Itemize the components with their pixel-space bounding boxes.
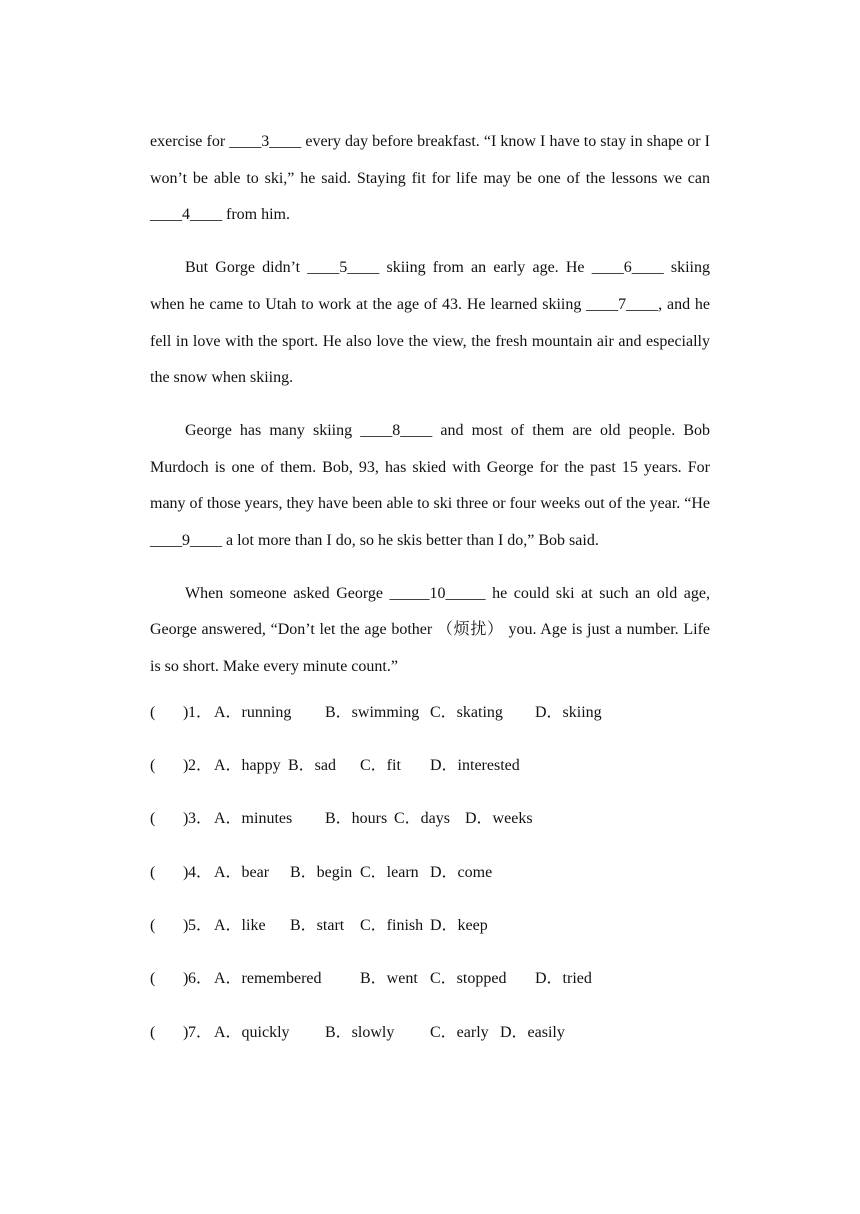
passage-paragraph-3: George has many skiing ____8____ and most of them are old people. Bob Murdoch is one of them. Bob, 93, has skied with George for the past 15 years. For many of those years, they have been able to ski three or four weeks out of the year. “He ____9____ a lot more than I do, so he skis better than I do,” Bob said. [150, 421, 710, 550]
answer-paren-close: ) [183, 1023, 189, 1041]
option-a: A．bear [214, 863, 270, 881]
question-row-4 [150, 863, 710, 916]
answer-paren-open: ( [150, 863, 156, 881]
answer-paren-open: ( [150, 970, 156, 988]
answer-paren-open: ( [150, 703, 156, 721]
option-d: D．tried [535, 970, 592, 988]
answer-paren-close: ) [183, 810, 189, 828]
answer-paren-open: ( [150, 917, 156, 935]
option-c: C．days [394, 810, 451, 828]
option-c: C．finish [360, 917, 424, 935]
answer-paren-close: ) [183, 703, 189, 721]
option-a: A．quickly [214, 1023, 290, 1041]
answer-paren-close: ) [183, 917, 189, 935]
option-a: A．minutes [214, 810, 293, 828]
question-row-5 [150, 916, 710, 969]
question-options-list [150, 703, 710, 1076]
passage-paragraph-2: But Gorge didn’t ____5____ skiing from an early age. He ____6____ skiing when he came to Utah to work at the age of 43. He learned skiing ____7____, and he fell in love with the sport. He also love the view, the fresh mountain air and especially the snow when skiing. [150, 259, 710, 387]
answer-paren-close: ) [183, 863, 189, 881]
question-number: 5． [188, 917, 213, 935]
option-a: A．happy [214, 757, 281, 775]
question-row-2 [150, 756, 710, 809]
document-page [150, 124, 710, 1076]
option-b: B．slowly [325, 1023, 395, 1041]
answer-paren-close: ) [183, 757, 189, 775]
option-a: A．running [214, 703, 292, 721]
option-b: B．went [360, 970, 418, 988]
option-a: A．remembered [214, 970, 322, 988]
option-c: C．early [430, 1023, 489, 1041]
passage-paragraph-1: exercise for ____3____ every day before breakfast. “I know I have to stay in shape or I won’t be able to ski,” he said. Staying fit for life may be one of the lessons we can ____4____ from him. [150, 133, 710, 224]
option-b: B．sad [288, 757, 337, 775]
option-b: B．hours [325, 810, 388, 828]
question-row-1 [150, 703, 710, 756]
answer-paren-close: ) [183, 970, 189, 988]
answer-paren-open: ( [150, 757, 156, 775]
question-row-7 [150, 1023, 710, 1076]
option-d: D．interested [430, 757, 520, 775]
question-number: 7． [188, 1023, 213, 1041]
option-b: B．swimming [325, 703, 420, 721]
option-c: C．learn [360, 863, 419, 881]
question-number: 6． [188, 970, 213, 988]
answer-paren-open: ( [150, 1023, 156, 1041]
option-b: B．start [290, 917, 345, 935]
option-d: D．weeks [465, 810, 533, 828]
option-c: C．skating [430, 703, 503, 721]
question-row-6 [150, 969, 710, 1022]
question-number: 3． [188, 810, 213, 828]
option-d: D．skiing [535, 703, 602, 721]
question-row-3 [150, 809, 710, 862]
option-b: B．begin [290, 863, 353, 881]
option-d: D．come [430, 863, 493, 881]
question-number: 1． [188, 703, 213, 721]
passage-paragraph-4: When someone asked George _____10_____ he could ski at such an old age, George answered, “Don’t let the age bother （烦扰） you. Age is just a number. Life is so short. Make every minute count.” [150, 584, 710, 676]
option-a: A．like [214, 917, 266, 935]
question-number: 2． [188, 757, 213, 775]
option-d: D．keep [430, 917, 488, 935]
option-c: C．stopped [430, 970, 507, 988]
question-number: 4． [188, 863, 213, 881]
option-c: C．fit [360, 757, 401, 775]
option-d: D．easily [500, 1023, 565, 1041]
answer-paren-open: ( [150, 810, 156, 828]
